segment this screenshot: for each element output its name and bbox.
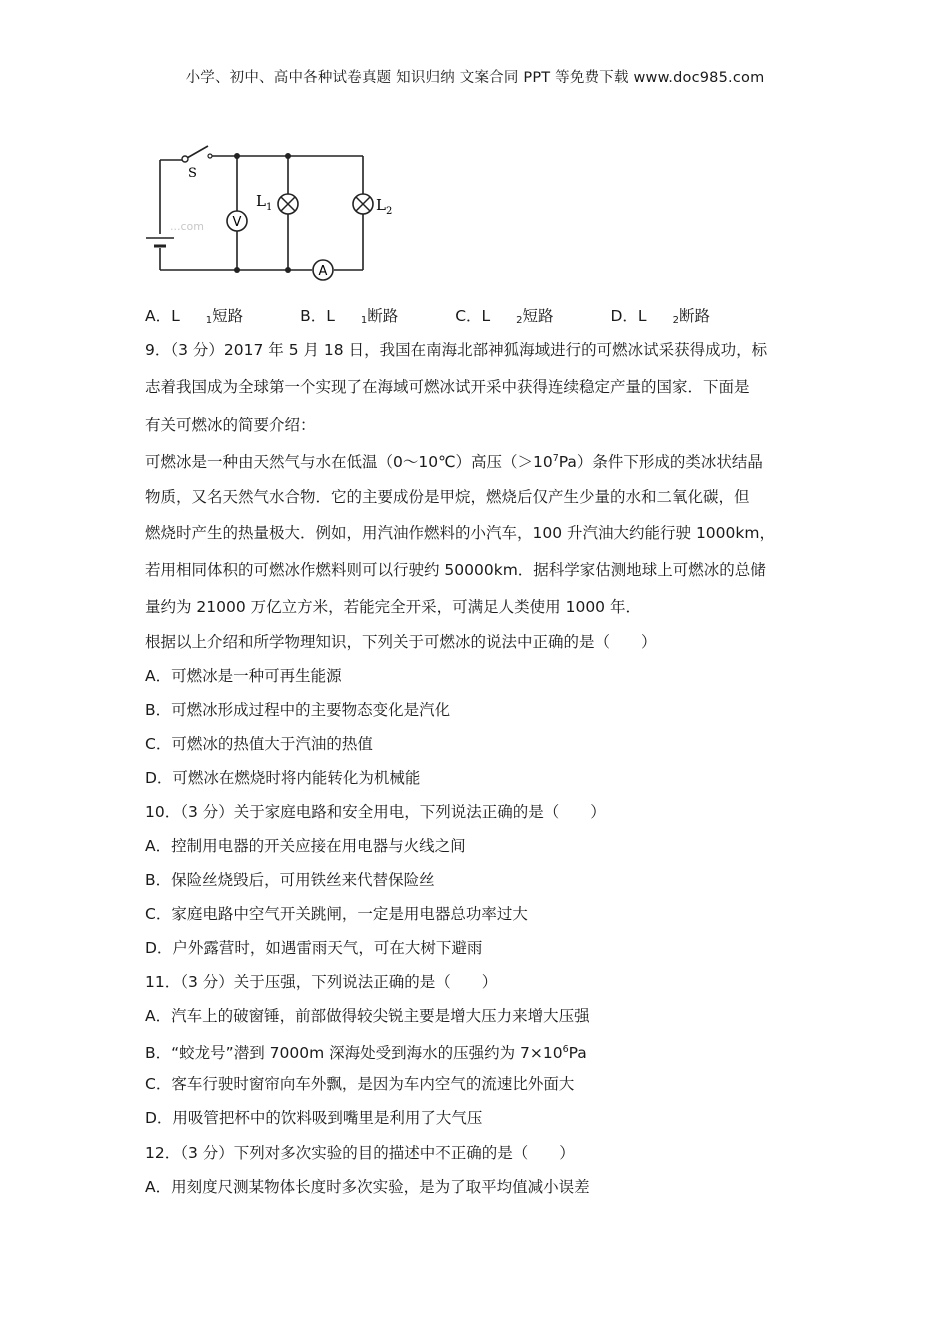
voltmeter-label: V <box>232 215 242 230</box>
q11-option-d: D．用吸管把杯中的饮料吸到嘴里是利用了大气压 <box>145 1109 483 1127</box>
switch-pivot <box>182 156 188 162</box>
q8-option-b: B．L $_1$断路 <box>300 307 399 326</box>
q9-option-c: C．可燃冰的热值大于汽油的热值 <box>145 735 373 753</box>
q11-stem: 11．（3 分）关于压强，下列说法正确的是（ ） <box>145 973 498 991</box>
circuit-diagram <box>140 140 410 290</box>
lamp-l1-label: $L_1$ <box>256 192 273 213</box>
q9-line-6: 燃烧时产生的热量极大．例如，用汽油作燃料的小汽车，100 升汽油大约能行驶 1000km， <box>145 524 775 542</box>
switch-blade <box>187 146 208 158</box>
q8-option-d: D．L $_2$断路 <box>610 307 710 326</box>
page-header: 小学、初中、高中各种试卷真题 知识归纳 文案合同 PPT 等免费下载 www.doc985.com <box>185 70 765 86</box>
q10-option-c: C．家庭电路中空气开关跳闸，一定是用电器总功率过大 <box>145 905 528 923</box>
q9-line-4: 可燃冰是一种由天然气与水在低温（0～10℃）高压$(>10^7Pa)$条件下形成的类冰状结晶 <box>145 453 763 471</box>
watermark-text: ...com <box>170 220 204 233</box>
junction-dot <box>234 267 240 273</box>
q9-line-1: 9．（3 分）2017 年 5 月 18 日，我国在南海北部神狐海域进行的可燃冰试采获得成功，标 <box>145 341 768 359</box>
q9-option-a: A．可燃冰是一种可再生能源 <box>145 667 342 685</box>
q9-line-7: 若用相同体积的可燃冰作燃料则可以行驶约 50000km．据科学家估测地球上可燃冰的总储 <box>145 561 766 579</box>
q11-option-b: B．“蛟龙号”潜到 7000m 深海处受到海水的压强约为 $7\times 10^6Pa$ <box>145 1044 587 1062</box>
q10-option-a: A．控制用电器的开关应接在用电器与火线之间 <box>145 837 466 855</box>
q9-option-d: D．可燃冰在燃烧时将内能转化为机械能 <box>145 769 421 787</box>
switch-contact <box>208 154 212 158</box>
junction-dot <box>285 267 291 273</box>
junction-dot <box>234 153 240 159</box>
ammeter-label: A <box>318 264 328 279</box>
q11-option-a: A．汽车上的破窗锤，前部做得较尖锐主要是增大压力来增大压强 <box>145 1007 590 1025</box>
q9-line-2: 志着我国成为全球第一个实现了在海域可燃冰试开采中获得连续稳定产量的国家．下面是 <box>145 378 750 396</box>
lamp-l2-label: $L_2$ <box>376 196 393 217</box>
q10-option-b: B．保险丝烧毁后，可用铁丝来代替保险丝 <box>145 871 435 889</box>
q9-option-b: B．可燃冰形成过程中的主要物态变化是汽化 <box>145 701 451 719</box>
q8-option-c: C．L $_2$短路 <box>455 307 554 326</box>
lamp-l1-symbol <box>278 194 298 214</box>
q8-options <box>145 305 762 332</box>
q12-stem: 12．（3 分）下列对多次实验的目的描述中不正确的是（ ） <box>145 1144 575 1162</box>
switch-label: S <box>188 166 197 181</box>
q9-line-3: 有关可燃冰的简要介绍： <box>145 416 316 434</box>
q9-line-8: 量约为 21000 万亿立方米，若能完全开采，可满足人类使用 1000 年． <box>145 598 641 616</box>
q10-option-d: D．户外露营时，如遇雷雨天气，可在大树下避雨 <box>145 939 483 957</box>
junction-dot <box>285 153 291 159</box>
q9-stem: 根据以上介绍和所学物理知识，下列关于可燃冰的说法中正确的是（ ） <box>145 633 657 651</box>
lamp-l2-symbol <box>353 194 373 214</box>
q8-option-a: A．L $_1$短路 <box>145 307 244 326</box>
q10-stem: 10．（3 分）关于家庭电路和安全用电，下列说法正确的是（ ） <box>145 803 606 821</box>
q9-line-5: 物质，又名天然气水合物．它的主要成份是甲烷，燃烧后仅产生少量的水和二氧化碳，但 <box>145 488 750 506</box>
q11-option-c: C．客车行驶时窗帘向车外飘，是因为车内空气的流速比外面大 <box>145 1075 575 1093</box>
q12-option-a: A．用刻度尺测某物体长度时多次实验，是为了取平均值减小误差 <box>145 1178 590 1196</box>
